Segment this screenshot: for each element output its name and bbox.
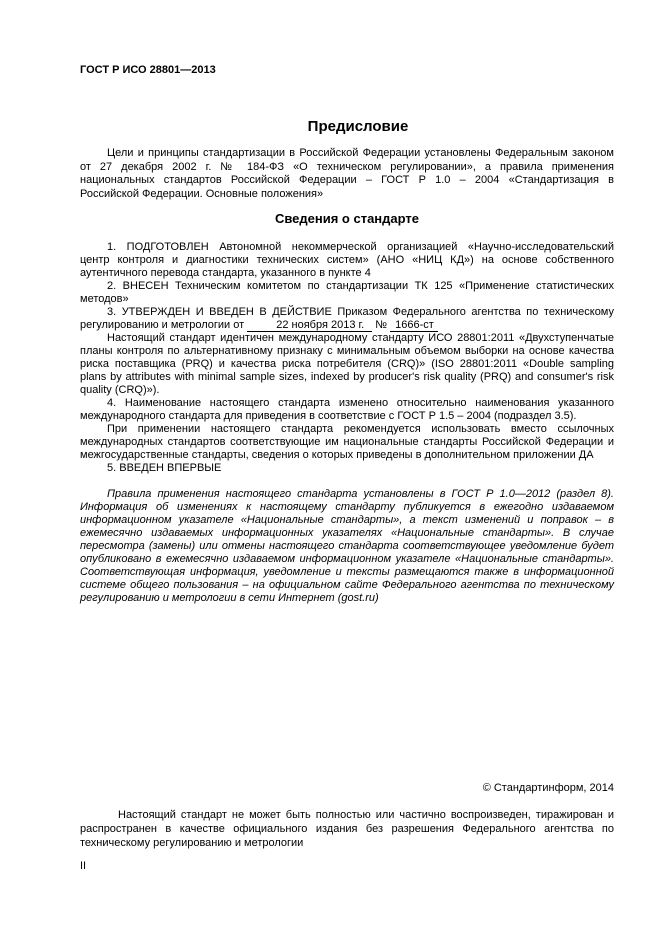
page-number: II (80, 860, 87, 872)
note-line: опубликовано в ежемесячно издаваемом информационном указателе «Национальные стандарты». (80, 552, 614, 565)
identity-line: планы контроля по альтернативному признаку с минимальным объемом выборки на основе качества (80, 344, 614, 357)
standard-info (80, 241, 614, 475)
note-line: системе общего пользования – на официальном сайте Федерального агентства по техническому (80, 578, 614, 591)
copyright: © Стандартинформ, 2014 (482, 782, 614, 794)
note-line: Информация об изменениях к настоящему стандарту публикуется в ежегодно издаваемом (80, 500, 614, 513)
note-line: информационном указателе «Национальные стандарты», а текст изменений и поправок – в (80, 513, 614, 526)
item5-line: 5. ВВЕДЕН ВПЕРВЫЕ (107, 461, 222, 474)
preface-title: Предисловие (307, 118, 409, 135)
item2-line: 2. ВНЕСЕН Техническим комитетом по стандартизации ТК 125 «Применение статистических (107, 279, 614, 292)
identity-line: Настоящий стандарт идентичен международному стандарту ИСО 28801:2011 «Двухступенчатые (107, 331, 614, 344)
item3-line: 3. УТВЕРЖДЕН И ВВЕДЕН В ДЕЙСТВИЕ Приказом Федерального агентства по техническому (107, 305, 614, 318)
notice-line: распространен в качестве официального издания без разрешения Федерального агентства по (80, 823, 614, 835)
preface-line: от 27 декабря 2002 г. № 184-ФЗ «О техническом регулировании», а правила применения (80, 160, 614, 173)
identity-line: quality (CRQ)»). (80, 383, 160, 396)
document-code: ГОСТ Р ИСО 28801—2013 (80, 64, 216, 76)
item4-line: 4. Наименование настоящего стандарта изменено относительно наименования указанного (107, 396, 614, 409)
note-line: пересмотра (замены) или отмены настоящего стандарта соответствующее уведомление будет (80, 539, 614, 552)
item1-line: центр контроля и диагностики технических систем» (АНО «НИЦ КД») на основе собственного (80, 253, 614, 266)
preface-line: Цели и принципы стандартизации в Российской Федерации установлены Федеральным законом (107, 147, 614, 159)
rules-note (80, 488, 614, 605)
references-line: международных стандартов соответствующие им национальные стандарты Российской Федерации и (80, 435, 614, 448)
identity-line: plans by attributes with minimal sample sizes, indexed by producer's risk quality (PRQ) and consumer's risk (80, 370, 614, 383)
item4-line: международного стандарта для приведения в соответствие с ГОСТ Р 1.5 – 2004 (подраздел 3.5). (80, 409, 577, 422)
approval-prefix: регулированию и метрологии от (80, 318, 245, 331)
reproduction-notice (80, 808, 614, 850)
item1-line: аутентичного перевода стандарта, указанного в пункте 4 (80, 266, 371, 279)
preface-line: Российской Федерации. Основные положения» (80, 188, 324, 201)
order-number: 1666-ст (390, 319, 438, 332)
item2-line: методов» (80, 292, 129, 305)
number-sign: № (375, 318, 388, 331)
note-line: ежемесячно издаваемых информационных указателях «Национальные стандарты». В случае (80, 526, 614, 539)
info-title: Сведения о стандарте (274, 211, 420, 226)
note-line: Соответствующая информация, уведомление и тексты размещаются также в информационной (80, 565, 614, 578)
note-line: регулированию и метрологии в сети Интернет (gost.ru) (80, 591, 379, 604)
notice-line: Настоящий стандарт не может быть полностью или частично воспроизведен, тиражирован и (118, 809, 614, 821)
approval-line (80, 319, 614, 332)
identity-line: риска поставщика (PRQ) и качества риска потребителя (CRQ)» (ISO 28801:2011 «Double sampling (80, 357, 614, 370)
approval-date: 22 ноября 2013 г. (247, 319, 372, 332)
references-line: При применении настоящего стандарта рекомендуется использовать вместо ссылочных (107, 422, 614, 435)
note-line: Правила применения настоящего стандарта установлены в ГОСТ Р 1.0—2012 (раздел 8). (107, 487, 614, 500)
preface-paragraph (80, 147, 614, 202)
preface-line: национальных стандартов Российской Федерации – ГОСТ Р 1.0 – 2004 «Стандартизация в (80, 174, 614, 187)
references-line: межгосударственные стандарты, сведения о которых приведены в дополнительном приложении ДА (80, 448, 594, 461)
notice-line: техническому регулированию и метрологии (80, 837, 304, 849)
item1-line: 1. ПОДГОТОВЛЕН Автономной некоммерческой организацией «Научно-исследовательский (107, 240, 614, 253)
